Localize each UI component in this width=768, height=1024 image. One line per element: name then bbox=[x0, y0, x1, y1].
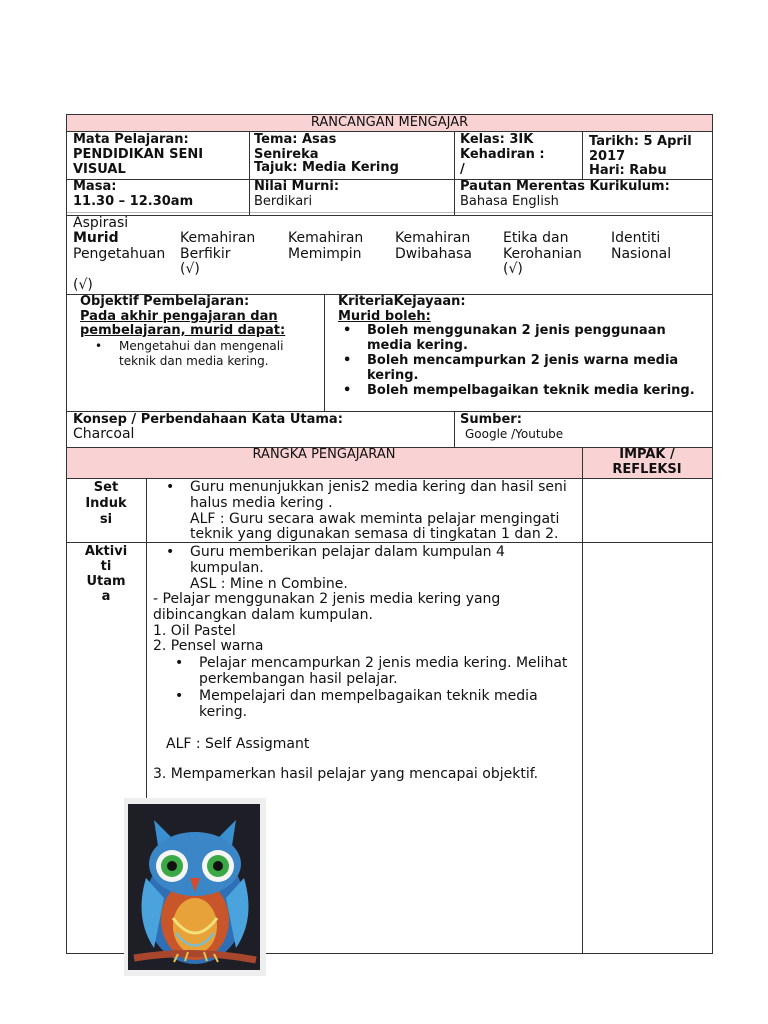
aspirasi-item-1-l2: (√) bbox=[73, 277, 93, 293]
aspirasi-item-6-l1: Identiti bbox=[611, 230, 661, 246]
aktiviti-label-3: Utam bbox=[86, 574, 126, 589]
tema-value: Senireka bbox=[254, 147, 319, 162]
kriteria-item-3: • Boleh mempelbagaikan teknik media kering. bbox=[367, 383, 695, 398]
set-induksi-line-3: ALF : Guru secara awak meminta pelajar mengingati bbox=[190, 511, 560, 527]
aktiviti-label-1: Aktivi bbox=[84, 544, 128, 559]
grid-line bbox=[66, 542, 713, 543]
impak-heading-1: IMPAK / bbox=[619, 447, 675, 462]
sumber-value: Google /Youtube bbox=[465, 427, 564, 441]
set-induksi-label-3: si bbox=[99, 512, 113, 527]
grid-line bbox=[582, 447, 583, 954]
pautan-label: Pautan Merentas Kurikulum: bbox=[460, 179, 670, 194]
aspirasi-item-3-l1: Kemahiran bbox=[288, 230, 364, 246]
mata-value-2: VISUAL bbox=[73, 162, 126, 177]
objektif-bullet-1: • Mengetahui dan mengenali bbox=[119, 339, 283, 353]
mata-label: Mata Pelajaran: bbox=[73, 132, 189, 147]
aktiviti-alf: ALF : Self Assigmant bbox=[166, 736, 310, 752]
tajuk: Tajuk: Media Kering bbox=[254, 160, 399, 175]
owl-artwork-image bbox=[124, 798, 266, 976]
grid-line bbox=[582, 131, 583, 179]
grid-line bbox=[66, 215, 713, 216]
nilai-label: Nilai Murni: bbox=[254, 179, 340, 194]
kriteria-item-2: • Boleh mencampurkan 2 jenis warna media bbox=[367, 353, 678, 368]
aktiviti-bullet-3-line-2: kering. bbox=[199, 704, 248, 720]
aspirasi-heading: Aspirasi bbox=[73, 215, 129, 231]
aspirasi-item-5-l1: Etika dan bbox=[503, 230, 569, 246]
mata-value-1: PENDIDIKAN SENI bbox=[73, 147, 204, 162]
aspirasi-item-2-l2: Berfikir bbox=[180, 246, 231, 262]
aktiviti-para-1: - Pelajar menggunakan 2 jenis media kering yang bbox=[153, 591, 501, 607]
kriteria-sub: Murid boleh: bbox=[338, 309, 431, 324]
set-induksi-line-4: teknik yang digunakan semasa di tingkatan 1 dan 2. bbox=[190, 526, 559, 542]
masa-label: Masa: bbox=[73, 179, 117, 194]
aspirasi-item-1-l1: Pengetahuan bbox=[73, 246, 166, 262]
rangka-heading: RANGKA PENGAJARAN bbox=[252, 447, 396, 462]
aktiviti-label-2: ti bbox=[100, 559, 112, 574]
objektif-sub-2: pembelajaran, murid dapat: bbox=[80, 323, 286, 338]
aktiviti-bullet-1: • Guru memberikan pelajar dalam kumpulan 4 bbox=[190, 545, 505, 560]
tarikh-2: 2017 bbox=[589, 149, 626, 164]
aspirasi-item-2-l3: (√) bbox=[180, 261, 200, 277]
tema-label: Tema: Asas bbox=[254, 132, 337, 147]
objektif-sub-1: Pada akhir pengajaran dan bbox=[80, 309, 278, 324]
impak-heading-2: REFLEKSI bbox=[612, 462, 682, 477]
kriteria-label: KriteriaKejayaan: bbox=[338, 294, 466, 309]
kriteria-item-2-cont: kering. bbox=[367, 368, 419, 383]
aktiviti-numbered-3: 3. Mempamerkan hasil pelajar yang mencapai objektif. bbox=[153, 766, 539, 782]
masa-value: 11.30 – 12.30am bbox=[73, 194, 194, 209]
aspirasi-heading-murid: Murid bbox=[73, 230, 119, 246]
aktiviti-label-4: a bbox=[101, 589, 111, 604]
grid-line bbox=[324, 294, 325, 411]
aktiviti-bullet-1-line-2: kumpulan. bbox=[190, 560, 264, 576]
aktiviti-numbered-2: 2. Pensel warna bbox=[153, 638, 264, 654]
konsep-label: Konsep / Perbendahaan Kata Utama: bbox=[73, 412, 343, 427]
aspirasi-item-6-l2: Nasional bbox=[611, 246, 672, 262]
aktiviti-numbered-1: 1. Oil Pastel bbox=[153, 623, 236, 639]
objektif-label: Objektif Pembelajaran: bbox=[80, 294, 250, 309]
aktiviti-bullet-2-line-2: perkembangan hasil pelajar. bbox=[199, 671, 398, 687]
sumber-label: Sumber: bbox=[460, 412, 522, 427]
set-induksi-line-2: halus media kering . bbox=[190, 495, 333, 511]
aspirasi-item-4-l2: Dwibahasa bbox=[395, 246, 472, 262]
aktiviti-bullet-2: • Pelajar mencampurkan 2 jenis media kering. Melihat bbox=[199, 656, 567, 671]
aspirasi-item-3-l2: Memimpin bbox=[288, 246, 362, 262]
set-induksi-label-2: Induk bbox=[85, 496, 127, 511]
set-induksi-bullet: • Guru menunjukkan jenis2 media kering dan hasil seni bbox=[190, 480, 567, 495]
kelas: Kelas: 3IK bbox=[460, 132, 534, 147]
kehadiran-value: / bbox=[460, 162, 465, 177]
pautan-value: Bahasa English bbox=[460, 194, 559, 209]
document-title: RANCANGAN MENGAJAR bbox=[310, 115, 469, 130]
grid-line bbox=[66, 212, 713, 213]
kehadiran-label: Kehadiran : bbox=[460, 147, 545, 162]
kriteria-item-1-cont: media kering. bbox=[367, 338, 468, 353]
owl-drawing bbox=[124, 798, 266, 976]
aktiviti-bullet-1-line-3: ASL : Mine n Combine. bbox=[190, 576, 348, 592]
aspirasi-item-4-l1: Kemahiran bbox=[395, 230, 471, 246]
set-induksi-label-1: Set bbox=[93, 480, 119, 495]
grid-line bbox=[66, 114, 67, 954]
konsep-value: Charcoal bbox=[73, 426, 135, 442]
kriteria-item-1: • Boleh menggunakan 2 jenis penggunaan bbox=[367, 323, 666, 338]
grid-line bbox=[712, 114, 713, 954]
aktiviti-para-1-line-2: dibincangkan dalam kumpulan. bbox=[153, 607, 373, 623]
aspirasi-item-5-l3: (√) bbox=[503, 261, 523, 277]
tarikh-1: Tarikh: 5 April bbox=[589, 134, 692, 149]
hari: Hari: Rabu bbox=[589, 163, 667, 178]
aktiviti-bullet-3: • Mempelajari dan mempelbagaikan teknik media bbox=[199, 689, 538, 704]
objektif-bullet-2: teknik dan media kering. bbox=[119, 354, 269, 368]
grid-line bbox=[454, 411, 455, 447]
grid-line bbox=[454, 131, 455, 215]
grid-line bbox=[249, 131, 250, 215]
aspirasi-item-2-l1: Kemahiran bbox=[180, 230, 256, 246]
aspirasi-item-5-l2: Kerohanian bbox=[503, 246, 582, 262]
nilai-value: Berdikari bbox=[254, 194, 313, 209]
